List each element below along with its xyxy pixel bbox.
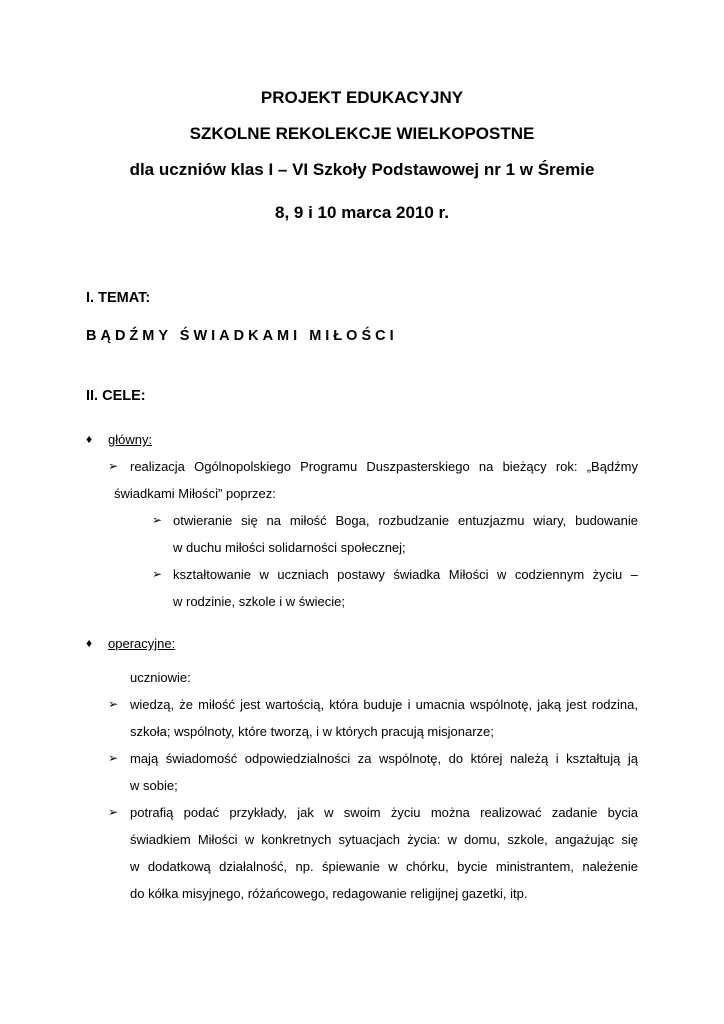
operational-item: [130, 799, 638, 907]
sub-goal-item: [173, 507, 638, 534]
operational-line: szkoła; wspólnoty, które tworzą, i w których pracują misjonarze;: [130, 724, 494, 739]
project-subtitle: SZKOLNE REKOLEKCJE WIELKOPOSTNE: [189, 124, 535, 143]
main-goal-line: świadkami Miłości” poprzez:: [114, 486, 276, 501]
sub-goal-line: kształtowanie w uczniach postawy świadka Miłości w codziennym życiu –: [173, 567, 638, 582]
operational-line: do kółka misyjnego, różańcowego, redagowanie religijnej gazetki, itp.: [130, 886, 528, 901]
arrow-bullet-icon: ➢: [108, 751, 119, 765]
project-title: PROJEKT EDUKACYJNY: [260, 88, 464, 107]
arrow-bullet-icon: ➢: [152, 567, 163, 581]
operational-item: [130, 745, 638, 799]
operational-line: w dodatkową działalność, np. śpiewanie w chórku, bycie ministrantem, należenie: [130, 859, 638, 874]
arrow-bullet-icon: ➢: [108, 805, 119, 819]
sub-goal-line: w rodzinie, szkole i w świecie;: [173, 594, 345, 609]
operational-item: [130, 691, 638, 745]
main-goal-item: [130, 453, 638, 480]
operational-line: świadkiem Miłości w konkretnych sytuacjach życia: w domu, szkole, angażując się: [130, 832, 638, 847]
arrow-bullet-icon: ➢: [108, 459, 119, 473]
sub-goal-line: otwieranie się na miłość Boga, rozbudzanie entuzjazmu wiary, budowanie: [173, 513, 638, 528]
topic-title: BĄDŹMY ŚWIADKAMI MIŁOŚCI: [86, 328, 398, 344]
students-label: uczniowie:: [130, 670, 191, 685]
operational-goal-label: operacyjne:: [108, 636, 176, 651]
section-heading-goals: II. CELE:: [86, 388, 146, 404]
main-goal-label: główny:: [108, 432, 153, 447]
arrow-bullet-icon: ➢: [108, 697, 119, 711]
sub-goal-line: w duchu miłości solidarności społecznej;: [173, 540, 406, 555]
operational-line: potrafią podać przykłady, jak w swoim życiu można realizować zadanie bycia: [130, 805, 638, 820]
sub-goal-item: [173, 561, 638, 588]
operational-line: w sobie;: [130, 778, 178, 793]
project-audience: dla uczniów klas I – VI Szkoły Podstawowej nr 1 w Śremie: [129, 160, 595, 179]
operational-line: wiedzą, że miłość jest wartością, która buduje i umacnia wspólnotę, jaką jest rodzina,: [130, 697, 638, 712]
diamond-bullet-icon: ♦: [86, 432, 93, 446]
diamond-bullet-icon: ♦: [86, 636, 93, 650]
section-heading-topic: I. TEMAT:: [86, 290, 151, 306]
main-goal-line: realizacja Ogólnopolskiego Programu Duszpasterskiego na bieżący rok: „Bądźmy: [130, 459, 638, 474]
arrow-bullet-icon: ➢: [152, 513, 163, 527]
project-dates: 8, 9 i 10 marca 2010 r.: [275, 203, 449, 222]
operational-line: mają świadomość odpowiedzialności za wspólnotę, do której należą i kształtują ją: [130, 751, 638, 766]
